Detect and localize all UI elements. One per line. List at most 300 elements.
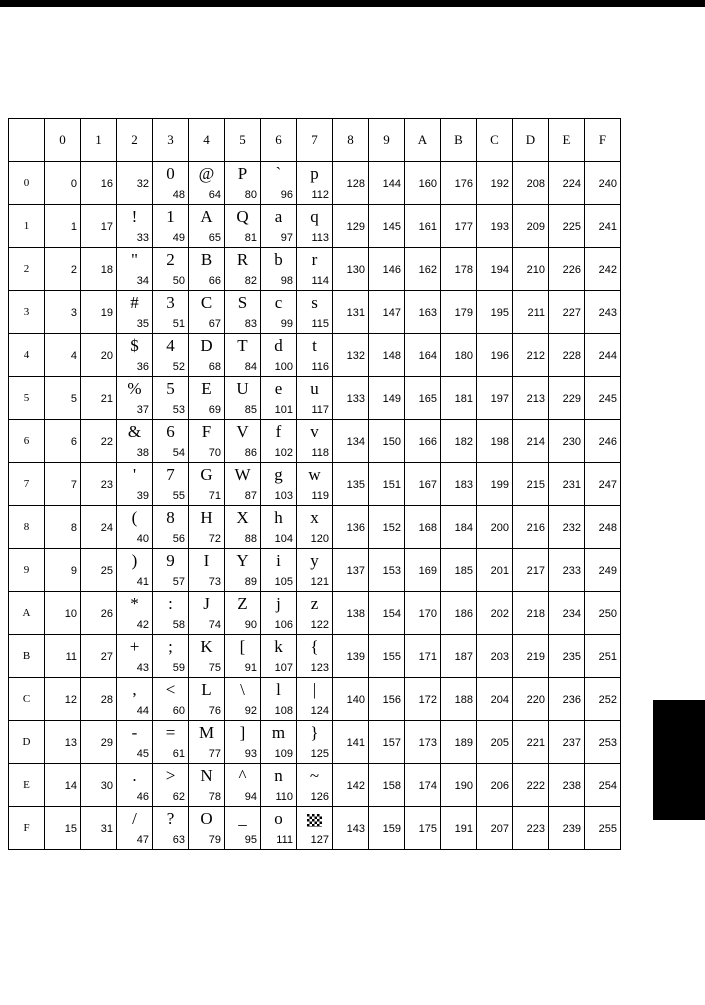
char-cell — [153, 291, 189, 334]
char-decimal-code: 138 — [346, 608, 365, 620]
char-cell — [45, 420, 81, 463]
char-cell — [333, 463, 369, 506]
char-cell — [225, 506, 261, 549]
char-decimal-code: 92 — [244, 705, 257, 717]
char-cell — [405, 592, 441, 635]
char-cell — [261, 807, 297, 850]
char-cell — [45, 592, 81, 635]
char-cell — [45, 506, 81, 549]
table-row — [9, 635, 621, 678]
char-decimal-code: 32 — [136, 178, 149, 190]
column-header-3: 3 — [153, 119, 189, 162]
column-header-B: B — [441, 119, 477, 162]
char-cell — [153, 205, 189, 248]
char-glyph: ~ — [309, 766, 320, 785]
char-decimal-code: 171 — [418, 651, 437, 663]
char-decimal-code: 247 — [598, 479, 617, 491]
char-decimal-code: 117 — [311, 404, 329, 416]
char-glyph: ] — [239, 723, 246, 742]
char-cell — [189, 205, 225, 248]
char-decimal-code: 39 — [136, 490, 149, 502]
char-cell — [261, 463, 297, 506]
char-cell — [405, 764, 441, 807]
char-decimal-code: 55 — [172, 490, 185, 502]
char-glyph: { — [310, 637, 319, 656]
char-cell — [441, 291, 477, 334]
char-cell — [549, 334, 585, 377]
char-cell — [369, 764, 405, 807]
char-cell — [441, 549, 477, 592]
char-decimal-code: 87 — [244, 490, 257, 502]
char-decimal-code: 178 — [454, 264, 473, 276]
char-cell — [441, 205, 477, 248]
char-cell — [189, 162, 225, 205]
char-cell — [513, 248, 549, 291]
char-cell — [333, 291, 369, 334]
char-cell — [441, 162, 477, 205]
char-glyph: W — [234, 465, 251, 484]
char-decimal-code: 219 — [526, 651, 545, 663]
char-decimal-code: 57 — [172, 576, 185, 588]
char-decimal-code: 130 — [346, 264, 365, 276]
row-header-2: 2 — [9, 248, 45, 291]
char-cell — [225, 334, 261, 377]
column-header-6: 6 — [261, 119, 297, 162]
char-decimal-code: 233 — [562, 565, 581, 577]
char-glyph: ! — [131, 207, 138, 226]
page-thumb-tab — [653, 700, 705, 820]
char-decimal-code: 122 — [310, 619, 329, 631]
char-glyph: $ — [130, 336, 139, 355]
char-decimal-code: 254 — [598, 780, 617, 792]
char-decimal-code: 74 — [208, 619, 221, 631]
char-decimal-code: 149 — [382, 393, 401, 405]
char-glyph: / — [132, 809, 137, 828]
char-cell — [297, 291, 333, 334]
row-header-A: A — [9, 592, 45, 635]
char-decimal-code: 195 — [490, 307, 509, 319]
char-decimal-code: 47 — [136, 834, 149, 846]
char-cell — [225, 807, 261, 850]
char-cell — [189, 549, 225, 592]
char-glyph: b — [274, 250, 283, 269]
char-decimal-code: 240 — [598, 178, 617, 190]
char-decimal-code: 97 — [280, 232, 293, 244]
table-row — [9, 377, 621, 420]
char-decimal-code: 31 — [100, 823, 113, 835]
char-glyph: T — [237, 336, 248, 355]
char-cell — [549, 205, 585, 248]
char-cell — [405, 248, 441, 291]
char-cell — [81, 592, 117, 635]
char-cell — [81, 506, 117, 549]
char-decimal-code: 155 — [382, 651, 401, 663]
char-cell — [369, 334, 405, 377]
char-decimal-code: 186 — [454, 608, 473, 620]
char-cell — [333, 635, 369, 678]
char-decimal-code: 20 — [100, 350, 113, 362]
char-glyph: 5 — [166, 379, 175, 398]
table-row — [9, 334, 621, 377]
char-glyph: 1 — [166, 207, 175, 226]
char-cell — [513, 549, 549, 592]
char-cell — [225, 721, 261, 764]
char-cell — [117, 377, 153, 420]
char-glyph: : — [168, 594, 173, 613]
char-cell — [189, 506, 225, 549]
char-decimal-code: 63 — [172, 834, 185, 846]
char-decimal-code: 127 — [310, 834, 329, 846]
char-decimal-code: 192 — [490, 178, 509, 190]
char-decimal-code: 169 — [418, 565, 437, 577]
char-decimal-code: 180 — [454, 350, 473, 362]
char-cell — [45, 291, 81, 334]
char-decimal-code: 187 — [454, 651, 473, 663]
char-cell — [81, 463, 117, 506]
char-decimal-code: 114 — [311, 275, 329, 287]
char-glyph: _ — [238, 809, 247, 828]
row-header-5: 5 — [9, 377, 45, 420]
char-decimal-code: 1 — [70, 221, 77, 233]
char-glyph: 0 — [166, 164, 175, 183]
char-cell — [153, 334, 189, 377]
char-decimal-code: 223 — [526, 823, 545, 835]
char-cell — [225, 764, 261, 807]
char-decimal-code: 167 — [418, 479, 437, 491]
char-decimal-code: 76 — [208, 705, 221, 717]
char-glyph: [ — [239, 637, 246, 656]
char-cell — [225, 635, 261, 678]
char-cell — [261, 678, 297, 721]
char-cell — [405, 721, 441, 764]
char-decimal-code: 118 — [311, 447, 329, 459]
char-cell — [117, 678, 153, 721]
char-glyph: e — [274, 379, 283, 398]
char-cell — [585, 764, 621, 807]
char-glyph: k — [274, 637, 283, 656]
char-decimal-code: 64 — [208, 189, 221, 201]
char-decimal-code: 129 — [346, 221, 365, 233]
char-decimal-code: 116 — [311, 361, 329, 373]
row-header-3: 3 — [9, 291, 45, 334]
column-header-E: E — [549, 119, 585, 162]
table-row — [9, 205, 621, 248]
char-cell — [153, 592, 189, 635]
char-cell — [405, 807, 441, 850]
char-cell — [513, 420, 549, 463]
char-cell — [549, 807, 585, 850]
char-cell — [117, 248, 153, 291]
table-row — [9, 162, 621, 205]
char-decimal-code: 212 — [526, 350, 545, 362]
char-decimal-code: 105 — [274, 576, 293, 588]
char-cell — [81, 764, 117, 807]
char-decimal-code: 88 — [244, 533, 257, 545]
char-decimal-code: 225 — [562, 221, 581, 233]
char-decimal-code: 102 — [274, 447, 293, 459]
char-cell — [333, 420, 369, 463]
char-glyph: A — [200, 207, 213, 226]
char-decimal-code: 176 — [454, 178, 473, 190]
row-header-9: 9 — [9, 549, 45, 592]
char-decimal-code: 34 — [136, 275, 149, 287]
char-decimal-code: 194 — [490, 264, 509, 276]
char-cell — [369, 721, 405, 764]
char-glyph: f — [275, 422, 282, 441]
char-decimal-code: 60 — [172, 705, 185, 717]
char-decimal-code: 8 — [70, 522, 77, 534]
char-cell — [513, 377, 549, 420]
char-cell — [81, 205, 117, 248]
char-glyph: L — [201, 680, 212, 699]
char-cell — [117, 549, 153, 592]
char-decimal-code: 235 — [562, 651, 581, 663]
char-decimal-code: 69 — [208, 404, 221, 416]
char-cell — [81, 807, 117, 850]
char-decimal-code: 133 — [346, 393, 365, 405]
char-cell — [369, 506, 405, 549]
char-decimal-code: 86 — [244, 447, 257, 459]
char-cell — [441, 463, 477, 506]
shaded-block-icon — [307, 814, 322, 827]
char-cell — [261, 334, 297, 377]
char-cell — [333, 764, 369, 807]
char-decimal-code: 98 — [280, 275, 293, 287]
char-cell — [153, 807, 189, 850]
column-header-7: 7 — [297, 119, 333, 162]
char-decimal-code: 217 — [526, 565, 545, 577]
char-glyph: l — [276, 680, 281, 699]
char-glyph: 6 — [166, 422, 175, 441]
char-cell — [405, 420, 441, 463]
char-decimal-code: 226 — [562, 264, 581, 276]
char-cell — [297, 162, 333, 205]
char-cell — [477, 549, 513, 592]
char-cell — [513, 291, 549, 334]
char-glyph: w — [308, 465, 321, 484]
char-cell — [45, 248, 81, 291]
char-cell — [333, 205, 369, 248]
char-cell — [513, 764, 549, 807]
char-decimal-code: 103 — [274, 490, 293, 502]
char-glyph: G — [200, 465, 213, 484]
char-cell — [117, 764, 153, 807]
char-decimal-code: 2 — [70, 264, 77, 276]
row-header-6: 6 — [9, 420, 45, 463]
char-cell — [333, 506, 369, 549]
char-cell — [441, 334, 477, 377]
row-header-B: B — [9, 635, 45, 678]
table-row — [9, 291, 621, 334]
char-decimal-code: 35 — [136, 318, 149, 330]
char-cell — [153, 549, 189, 592]
column-header-D: D — [513, 119, 549, 162]
char-glyph: @ — [198, 164, 215, 183]
char-decimal-code: 159 — [382, 823, 401, 835]
char-cell — [45, 334, 81, 377]
column-header-2: 2 — [117, 119, 153, 162]
char-decimal-code: 163 — [418, 307, 437, 319]
char-decimal-code: 19 — [100, 307, 113, 319]
char-cell — [153, 162, 189, 205]
char-cell — [153, 635, 189, 678]
char-glyph: U — [236, 379, 249, 398]
char-cell — [189, 291, 225, 334]
char-decimal-code: 252 — [598, 694, 617, 706]
char-cell — [405, 549, 441, 592]
char-cell — [477, 635, 513, 678]
char-decimal-code: 40 — [136, 533, 149, 545]
char-glyph: J — [203, 594, 210, 613]
char-decimal-code: 139 — [346, 651, 365, 663]
char-cell — [585, 377, 621, 420]
char-glyph: z — [310, 594, 319, 613]
char-cell — [45, 764, 81, 807]
char-cell — [477, 506, 513, 549]
char-decimal-code: 147 — [382, 307, 401, 319]
char-decimal-code: 101 — [274, 404, 293, 416]
char-decimal-code: 14 — [64, 780, 77, 792]
char-glyph: 2 — [166, 250, 175, 269]
table-row — [9, 248, 621, 291]
char-cell — [81, 291, 117, 334]
char-decimal-code: 236 — [562, 694, 581, 706]
char-cell — [549, 506, 585, 549]
char-cell — [81, 549, 117, 592]
char-decimal-code: 204 — [490, 694, 509, 706]
char-glyph: ` — [275, 164, 282, 183]
char-cell — [441, 506, 477, 549]
char-decimal-code: 183 — [454, 479, 473, 491]
char-decimal-code: 224 — [562, 178, 581, 190]
table-row — [9, 807, 621, 850]
char-decimal-code: 249 — [598, 565, 617, 577]
char-cell — [45, 377, 81, 420]
char-cell — [45, 205, 81, 248]
char-decimal-code: 3 — [70, 307, 77, 319]
char-decimal-code: 107 — [274, 662, 293, 674]
table-row — [9, 678, 621, 721]
char-cell — [261, 635, 297, 678]
char-decimal-code: 245 — [598, 393, 617, 405]
char-decimal-code: 174 — [418, 780, 437, 792]
char-cell — [333, 721, 369, 764]
char-decimal-code: 66 — [208, 275, 221, 287]
char-cell — [297, 248, 333, 291]
char-decimal-code: 220 — [526, 694, 545, 706]
char-decimal-code: 79 — [208, 834, 221, 846]
char-decimal-code: 211 — [527, 307, 545, 319]
char-cell — [225, 420, 261, 463]
table-row — [9, 721, 621, 764]
char-cell — [477, 807, 513, 850]
char-cell — [549, 635, 585, 678]
char-cell — [369, 291, 405, 334]
char-decimal-code: 112 — [311, 189, 329, 201]
row-header-8: 8 — [9, 506, 45, 549]
char-cell — [441, 420, 477, 463]
char-glyph: | — [312, 680, 317, 699]
char-cell — [189, 807, 225, 850]
column-header-9: 9 — [369, 119, 405, 162]
char-decimal-code: 228 — [562, 350, 581, 362]
char-decimal-code: 62 — [172, 791, 185, 803]
char-decimal-code: 152 — [382, 522, 401, 534]
char-cell — [261, 248, 297, 291]
char-decimal-code: 213 — [526, 393, 545, 405]
char-cell — [225, 377, 261, 420]
char-decimal-code: 157 — [382, 737, 401, 749]
char-decimal-code: 38 — [136, 447, 149, 459]
char-decimal-code: 43 — [136, 662, 149, 674]
column-header-0: 0 — [45, 119, 81, 162]
char-decimal-code: 24 — [100, 522, 113, 534]
char-glyph: o — [274, 809, 283, 828]
char-decimal-code: 193 — [490, 221, 509, 233]
char-cell — [477, 248, 513, 291]
char-cell — [117, 635, 153, 678]
char-cell — [369, 205, 405, 248]
char-glyph: 9 — [166, 551, 175, 570]
char-decimal-code: 198 — [490, 436, 509, 448]
char-code-grid — [8, 118, 621, 850]
char-cell — [225, 248, 261, 291]
char-decimal-code: 185 — [454, 565, 473, 577]
char-cell — [189, 248, 225, 291]
char-decimal-code: 46 — [136, 791, 149, 803]
char-cell — [405, 377, 441, 420]
char-decimal-code: 70 — [208, 447, 221, 459]
char-decimal-code: 75 — [208, 662, 221, 674]
char-decimal-code: 170 — [418, 608, 437, 620]
char-cell — [441, 678, 477, 721]
char-cell — [585, 506, 621, 549]
char-cell — [549, 420, 585, 463]
char-decimal-code: 231 — [562, 479, 581, 491]
char-decimal-code: 21 — [100, 393, 113, 405]
char-decimal-code: 42 — [136, 619, 149, 631]
column-header-5: 5 — [225, 119, 261, 162]
char-decimal-code: 140 — [346, 694, 365, 706]
char-cell — [117, 334, 153, 377]
char-cell — [477, 377, 513, 420]
char-cell — [225, 463, 261, 506]
char-cell — [261, 377, 297, 420]
character-code-table — [8, 118, 621, 850]
char-decimal-code: 81 — [244, 232, 257, 244]
char-cell — [549, 377, 585, 420]
char-decimal-code: 137 — [346, 565, 365, 577]
char-glyph: 8 — [166, 508, 175, 527]
char-decimal-code: 227 — [562, 307, 581, 319]
row-header-0: 0 — [9, 162, 45, 205]
char-cell — [189, 635, 225, 678]
char-glyph: r — [311, 250, 318, 269]
char-cell — [369, 377, 405, 420]
char-cell — [333, 549, 369, 592]
char-decimal-code: 255 — [598, 823, 617, 835]
char-cell — [477, 291, 513, 334]
char-decimal-code: 61 — [172, 748, 185, 760]
char-glyph: H — [200, 508, 213, 527]
char-cell — [225, 162, 261, 205]
char-decimal-code: 214 — [526, 436, 545, 448]
char-glyph: . — [132, 766, 137, 785]
char-decimal-code: 28 — [100, 694, 113, 706]
table-row — [9, 592, 621, 635]
char-decimal-code: 51 — [172, 318, 185, 330]
char-cell — [585, 334, 621, 377]
